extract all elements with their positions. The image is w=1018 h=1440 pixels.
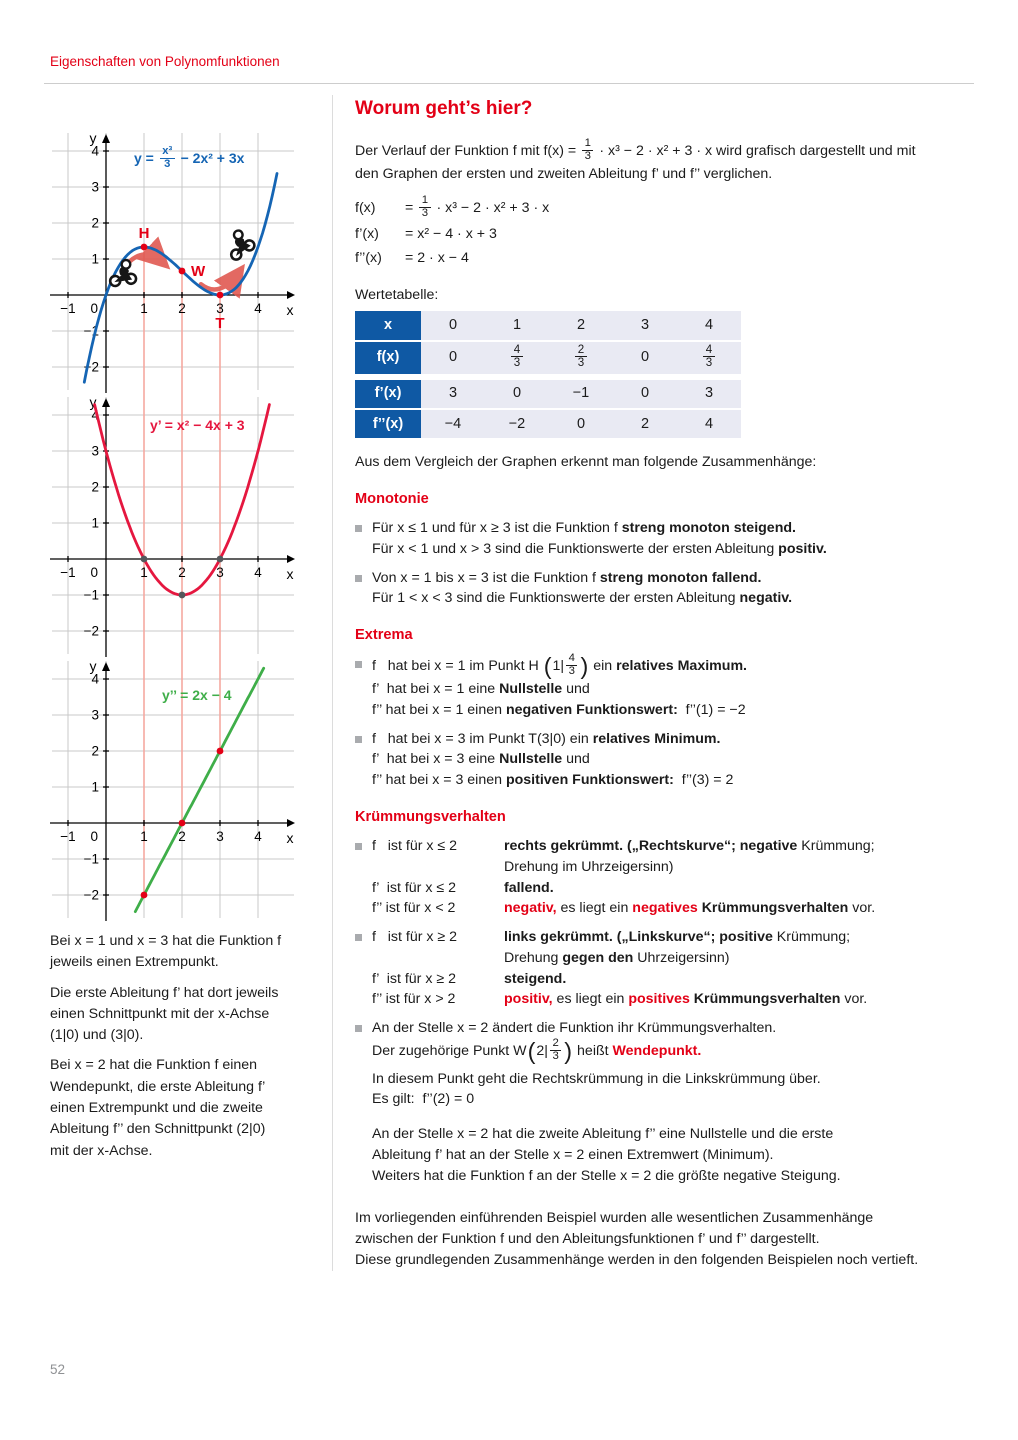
text-span: = x² − 4 · x + 3 [405, 226, 497, 243]
statement-condition: f ist für x ≤ 2 [372, 838, 458, 855]
statement-row [372, 989, 975, 1010]
value-table-label: Wertetabelle: [355, 286, 439, 303]
text-span: Der Verlauf der Funktion f mit f(x) = [355, 142, 581, 159]
emphasis-text: negativ, [504, 900, 557, 917]
data-point [217, 556, 224, 563]
emphasis-text: streng monoton steigend. [621, 520, 796, 537]
statement-row [372, 948, 975, 969]
value-table [355, 311, 741, 438]
table-cell: 3 [613, 311, 677, 340]
text-line: Ableitung f’ hat an der Stelle x = 2 einen Extremwert (Minimum). [372, 1146, 774, 1163]
bullet-item [355, 927, 975, 1010]
tick-label: y [89, 130, 97, 146]
tick-label: 0 [90, 565, 98, 580]
tick-label: 2 [91, 215, 99, 231]
table-cell: 0 [549, 409, 613, 438]
x-axis-arrow [287, 291, 295, 299]
emphasis-text: positiven Funktionswert: [505, 772, 674, 789]
tick-label: 2 [91, 479, 99, 495]
formula-block [355, 196, 975, 268]
motorcyclist-icon [221, 227, 256, 262]
section-monotonie [355, 489, 975, 609]
formula-expression [405, 248, 469, 269]
data-point [179, 268, 186, 275]
tick-label: x [286, 302, 294, 318]
header-rule [44, 83, 974, 84]
bullet-content [372, 927, 975, 1010]
statement-description: Drehung gegen den Uhrzeigersinn) [504, 949, 730, 966]
table-cell: 0 [613, 377, 677, 409]
tick-label: x [286, 566, 294, 582]
emphasis-text: Nullstelle [499, 681, 563, 698]
axes [50, 141, 288, 393]
text-span: y’ = x² − 4x + 3 [150, 417, 245, 433]
figure-caption [50, 931, 322, 1162]
fraction: $\frac{1}{3}$ [582, 138, 593, 163]
tick-label: 2 [178, 829, 186, 844]
bullet-content [372, 568, 975, 609]
table-row-header: f’(x) [355, 377, 421, 409]
text-span: = [405, 200, 418, 217]
section-heading: Monotonie [355, 490, 429, 507]
statement-description: links gekrümmt. („Linkskurve“; positive Krümmung; [504, 929, 851, 946]
statement-description: negativ, es liegt ein negatives Krümmungsverhalten vor. [504, 900, 876, 917]
point-label: W [191, 262, 206, 280]
text-line: An der Stelle x = 2 hat die zweite Ableitung f’’ eine Nullstelle und die erste [372, 1126, 834, 1143]
y-axis-arrow [102, 398, 110, 407]
data-point [179, 820, 186, 827]
intro-paragraph [355, 136, 975, 185]
tick-label: 4 [254, 565, 262, 580]
graph-f [50, 129, 302, 393]
bullet-square-icon [355, 736, 362, 743]
tick-label: −2 [83, 359, 99, 375]
tick-label: 1 [140, 829, 148, 844]
table-cell: 0 [485, 377, 549, 409]
point-label: H [138, 225, 150, 243]
statement-row [372, 878, 975, 899]
bullet-item [355, 729, 975, 791]
tick-label: 1 [140, 301, 148, 316]
text-span: · x³ − 2 · x² + 3 · x [432, 200, 550, 217]
tick-label: 3 [216, 301, 224, 316]
closing-paragraph [355, 1208, 975, 1270]
text-line: Die erste Ableitung f’ hat dort jeweils [50, 984, 279, 1001]
text-line: Diese grundlegenden Zusammenhänge werden in den folgenden Beispielen noch vertieft. [355, 1251, 919, 1268]
statement-condition: f’’ ist für x < 2 [372, 900, 456, 917]
text-line: f’ hat bei x = 1 eine Nullstelle und [372, 681, 590, 698]
bullet-square-icon [355, 661, 362, 668]
page-header-title: Eigenschaften von Polynomfunktionen [50, 54, 280, 69]
tick-label: −1 [60, 565, 76, 580]
text-span: y’’ = 2x − 4 [162, 687, 232, 703]
emphasis-text: Wendepunkt. [612, 1043, 702, 1060]
data-point [217, 292, 224, 299]
text-line: jeweils einen Extrempunkt. [50, 954, 219, 971]
text-line: Im vorliegenden einführenden Beispiel wurden alle wesentlichen Zusammenhänge [355, 1210, 874, 1227]
formula-expression [405, 224, 497, 245]
statement-row [372, 898, 975, 919]
table-cell: −2 [485, 409, 549, 438]
table-cell: −4 [421, 409, 485, 438]
formula-line [355, 196, 975, 221]
bullet-content [372, 729, 975, 791]
table-cell: −1 [549, 377, 613, 409]
text-line [355, 136, 975, 164]
graph-f-second [50, 657, 302, 921]
bullet-item [355, 518, 975, 559]
statement-condition: f’ ist für x ≤ 2 [372, 879, 456, 896]
statement-condition: f’ ist für x ≥ 2 [372, 970, 456, 987]
statement-row [372, 836, 975, 857]
equation-label [134, 147, 244, 172]
emphasis-text: relatives Minimum. [592, 730, 721, 747]
equation-label [150, 417, 245, 433]
text-line: Von x = 1 bis x = 3 ist die Funktion f streng monoton fallend. [372, 569, 762, 586]
tick-label: 1 [91, 779, 99, 795]
fraction: $\frac{4}{3}$ [511, 344, 522, 369]
figures [50, 129, 322, 921]
caption-paragraph [50, 931, 322, 974]
motorcyclist-icon [108, 259, 137, 287]
tick-label: 4 [254, 301, 262, 316]
fraction: $\frac{4}{3}$ [703, 344, 714, 369]
equation-label [162, 687, 232, 703]
emphasis-text: positiv. [778, 540, 827, 557]
table-cell: 3 [421, 377, 485, 409]
table-cell: 0 [421, 341, 485, 377]
text-line: f’ hat bei x = 3 eine Nullstelle und [372, 751, 590, 768]
statement-description: Drehung im Uhrzeigersinn) [504, 858, 674, 875]
emphasis-text: Krümmungsverhalten [701, 900, 849, 917]
text-line: f hat bei x = 1 im Punkt H (1| $\frac{4}{3}$ ) ein relatives Maximum. [372, 652, 747, 680]
axes [50, 405, 288, 657]
statement-row [372, 857, 975, 878]
table-cell [677, 341, 741, 377]
text-line: Wendepunkt, die erste Ableitung f’ [50, 1078, 266, 1095]
tick-label: 3 [91, 443, 99, 459]
table-cell [485, 341, 549, 377]
bullet-content [372, 654, 975, 720]
tick-label: y [89, 394, 97, 410]
text-line: f’’ hat bei x = 3 einen positiven Funktionswert: f’’(3) = 2 [372, 772, 734, 789]
data-point [141, 244, 148, 251]
big-paren: ( [527, 1037, 536, 1064]
statement-description: positiv, es liegt ein positives Krümmungsverhalten vor. [504, 991, 868, 1008]
sections [355, 489, 975, 1186]
tick-label: 2 [91, 743, 99, 759]
table-row-header: f’’(x) [355, 409, 421, 438]
tick-label: 4 [254, 829, 262, 844]
section-note [372, 1124, 975, 1186]
tick-label: 2 [178, 301, 186, 316]
tick-label: 4 [91, 143, 99, 159]
bullet-content [372, 1018, 975, 1110]
text-line: Für x ≤ 1 und für x ≥ 3 ist die Funktion f streng monoton steigend. [372, 520, 796, 537]
text-line: mit der x-Achse. [50, 1142, 153, 1159]
data-point [141, 892, 148, 899]
bullet-square-icon [355, 843, 362, 850]
table-row-header: x [355, 311, 421, 340]
big-paren: ( [543, 653, 552, 680]
statement-description: rechts gekrümmt. („Rechtskurve“; negative Krümmung; [504, 838, 875, 855]
table-cell: 1 [485, 311, 549, 340]
table-cell: 2 [613, 409, 677, 438]
y-axis-arrow [102, 134, 110, 143]
formula-name: f’’(x) [355, 249, 382, 266]
text-line: Für 1 < x < 3 sind die Funktionswerte der ersten Ableitung negativ. [372, 590, 793, 607]
fraction: $\frac{4}{3}$ [566, 653, 577, 678]
data-point [141, 556, 148, 563]
text-line: f hat bei x = 3 im Punkt T(3|0) ein relatives Minimum. [372, 730, 721, 747]
emphasis-text: steigend. [504, 970, 567, 987]
bullet-item [355, 568, 975, 609]
section-extrema [355, 625, 975, 791]
text-line: Ableitung f’’ den Schnittpunkt (2|0) [50, 1121, 266, 1138]
tick-label: 3 [91, 179, 99, 195]
text-span: · x³ − 2 · x² + 3 · x wird grafisch dargestellt und mit [595, 142, 916, 159]
emphasis-text: fallend. [504, 879, 554, 896]
tick-label: x [286, 830, 294, 846]
table-row-header: f(x) [355, 341, 421, 377]
caption-paragraph [50, 1055, 322, 1161]
y-axis-arrow [102, 662, 110, 671]
table-row [355, 311, 741, 340]
text-line: einen Schnittpunkt mit der x-Achse [50, 1005, 270, 1022]
bullet-item [355, 836, 975, 919]
statement-row [372, 927, 975, 948]
statement-condition: f’’ ist für x > 2 [372, 991, 456, 1008]
text-line: Bei x = 2 hat die Funktion f einen [50, 1057, 258, 1074]
text-span: − 2x² + 3x [176, 149, 245, 166]
tick-label: 0 [90, 301, 98, 316]
tick-label: 1 [91, 515, 99, 531]
emphasis-text: rechts gekrümmt. („Rechtskurve“; negative [504, 838, 802, 855]
text-line: An der Stelle x = 2 ändert die Funktion ihr Krümmungsverhalten. [372, 1020, 777, 1037]
section-krümmungsverhalten [355, 807, 975, 1186]
tick-label: 3 [216, 565, 224, 580]
table-cell: 0 [421, 311, 485, 340]
emphasis-text: negatives [632, 900, 698, 917]
table-row [355, 341, 741, 377]
axes [50, 669, 288, 921]
section-heading: Krümmungsverhalten [355, 808, 506, 825]
text-line: Der zugehörige Punkt W(2| $\frac{2}{3}$ ) heißt Wendepunkt. [372, 1036, 702, 1064]
emphasis-text: Nullstelle [499, 751, 563, 768]
tick-label: −1 [83, 587, 99, 603]
emphasis-text: gegen den [562, 949, 634, 966]
tick-label: −1 [83, 323, 99, 339]
page-title: Worum geht’s hier? [355, 98, 533, 119]
point-label: T [215, 315, 225, 332]
formula-line [355, 224, 975, 245]
tick-label: 1 [140, 565, 148, 580]
tick-label: −1 [83, 851, 99, 867]
data-point [179, 592, 186, 599]
x-axis-arrow [287, 555, 295, 563]
statement-description [504, 878, 975, 899]
emphasis-text: positives [628, 991, 690, 1008]
statement-condition [372, 857, 504, 878]
text-line: In diesem Punkt geht die Rechtskrümmung in die Linkskrümmung über. [372, 1070, 821, 1087]
tick-label: 4 [91, 671, 99, 687]
formula-line [355, 248, 975, 269]
bullet-square-icon [355, 934, 362, 941]
x-axis-arrow [287, 819, 295, 827]
table-cell: 0 [613, 341, 677, 377]
bullet-item [355, 654, 975, 720]
table-cell: 2 [549, 311, 613, 340]
table-cell: 3 [677, 377, 741, 409]
tick-label: 0 [90, 829, 98, 844]
formula-name: f(x) [355, 200, 376, 217]
big-paren: ) [564, 1037, 573, 1064]
text-line: zwischen der Funktion f und den Ableitungsfunktionen f’ und f’’ dargestellt. [355, 1231, 820, 1248]
table-cell: 4 [677, 409, 741, 438]
bullet-square-icon [355, 575, 362, 582]
text-line: Es gilt: f’’(2) = 0 [372, 1091, 475, 1108]
statement-description [504, 969, 975, 990]
tick-label: −1 [60, 301, 76, 316]
graph-f-prime [50, 393, 302, 657]
main-column [333, 95, 975, 1271]
fraction: $\frac{\text{x³}}{3}$ [160, 146, 175, 171]
page-content [50, 95, 975, 1271]
emphasis-text: negativ. [739, 590, 793, 607]
figure-column [50, 95, 333, 1271]
table-cell [549, 341, 613, 377]
fraction: $\frac{2}{3}$ [575, 344, 586, 369]
big-paren: ) [580, 653, 589, 680]
emphasis-text: links gekrümmt. („Linkskurve“; positive [504, 929, 777, 946]
text-line: Weiters hat die Funktion f an der Stelle x = 2 die größte negative Steigung. [372, 1167, 841, 1184]
emphasis-text: negativen Funktionswert: [505, 702, 678, 719]
tick-label: 4 [91, 407, 99, 423]
emphasis-text: relatives Maximum. [616, 658, 747, 675]
text-line: Bei x = 1 und x = 3 hat die Funktion f [50, 933, 282, 949]
compare-text: Aus dem Vergleich der Graphen erkennt man folgende Zusammenhänge: [355, 454, 817, 471]
statement-condition: f ist für x ≥ 2 [372, 929, 458, 946]
data-point [217, 748, 224, 755]
tick-label: 3 [91, 707, 99, 723]
bullet-content [372, 518, 975, 559]
table-row [355, 377, 741, 409]
text-line: f’’ hat bei x = 1 einen negativen Funktionswert: f’’(1) = −2 [372, 702, 746, 719]
emphasis-text: positiv, [504, 991, 553, 1008]
table-cell: 4 [677, 311, 741, 340]
section-heading: Extrema [355, 627, 413, 644]
text-line: Für x < 1 und x > 3 sind die Funktionswerte der ersten Ableitung positiv. [372, 540, 827, 557]
tick-label: −2 [83, 887, 99, 903]
tick-label: −2 [83, 623, 99, 639]
caption-paragraph [50, 983, 322, 1047]
bullet-square-icon [355, 1025, 362, 1032]
bullet-item [355, 1018, 975, 1110]
tick-label: y [89, 658, 97, 674]
bullet-content [372, 836, 975, 919]
statement-condition [372, 948, 504, 969]
formula-name: f’(x) [355, 226, 379, 243]
emphasis-text: streng monoton fallend. [599, 569, 762, 586]
tick-label: 3 [216, 829, 224, 844]
tick-label: 1 [91, 251, 99, 267]
text-line: einen Extrempunkt und die zweite [50, 1100, 263, 1117]
statement-row [372, 969, 975, 990]
text-span: y = [134, 149, 158, 166]
bullet-square-icon [355, 525, 362, 532]
function-curve [135, 668, 263, 911]
text-line: (1|0) und (3|0). [50, 1027, 144, 1044]
grid [52, 397, 294, 654]
tick-label: −1 [60, 829, 76, 844]
formula-expression [405, 196, 549, 221]
fraction: $\frac{2}{3}$ [550, 1038, 561, 1063]
tick-label: 2 [178, 565, 186, 580]
page-number: 52 [50, 1362, 66, 1377]
table-row [355, 409, 741, 438]
fraction: $\frac{1}{3}$ [419, 195, 430, 220]
emphasis-text: Krümmungsverhalten [693, 991, 841, 1008]
text-span: = 2 · x − 4 [405, 249, 469, 266]
text-line: den Graphen der ersten und zweiten Ableitung f’ und f’’ verglichen. [355, 165, 773, 182]
